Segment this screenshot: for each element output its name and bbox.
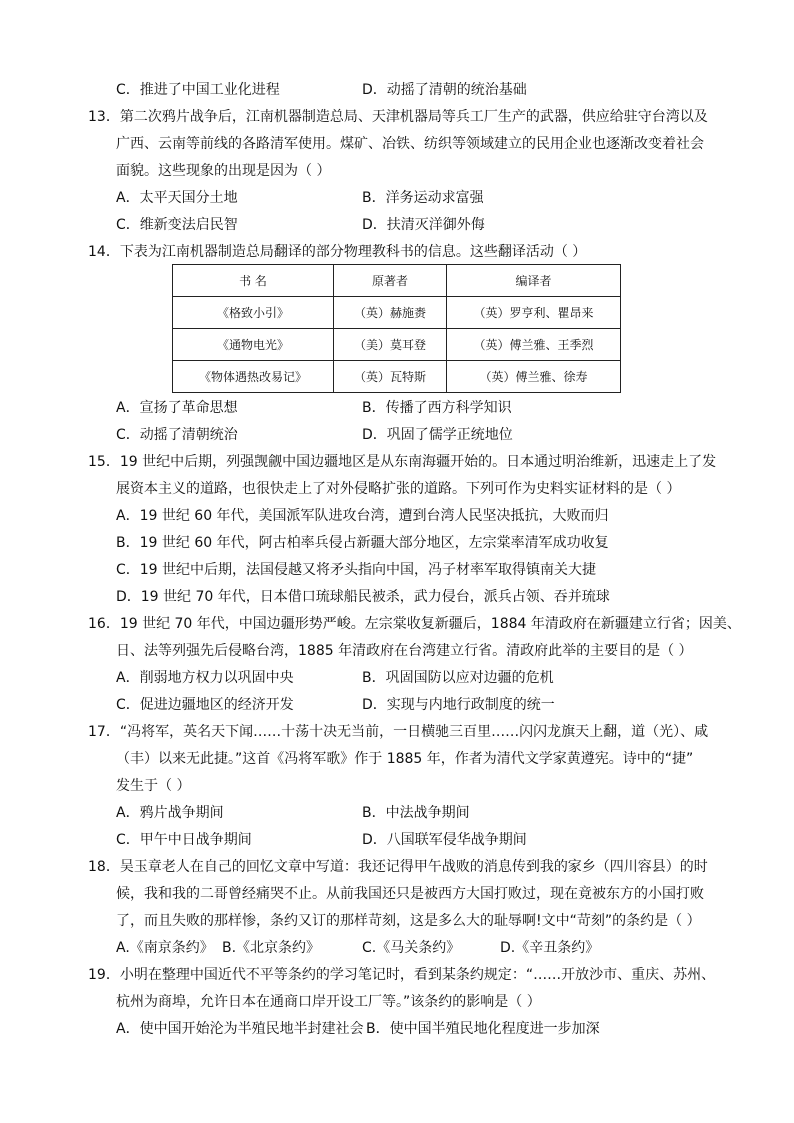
q16-stem-line2: 日、法等列强先后侵略台湾，1885 年清政府在台湾建立行省。清政府此举的主要目的是（ ） (116, 643, 693, 659)
q16-option-d: D．实现与内地行政制度的统一 (362, 697, 555, 713)
q15-option-d: D．19 世纪 70 年代，日本借口琉球船民被杀，武力侵台，派兵占领、吞并琉球 (116, 589, 610, 605)
table-cell: 《通物电光》 (173, 329, 334, 361)
q18-option-b: B.《北京条约》 (222, 940, 321, 956)
q13-option-a: A．太平天国分土地 (116, 190, 238, 206)
q19-option-b: B．使中国半殖民地化程度进一步加深 (366, 1021, 600, 1037)
q15-option-b: B．19 世纪 60 年代，阿古柏率兵侵占新疆大部分地区，左宗棠率清军成功收复 (116, 535, 609, 551)
table-row (173, 361, 621, 393)
q14-option-d: D．巩固了儒学正统地位 (362, 427, 513, 443)
table-cell: （英）瓦特斯 (334, 361, 447, 393)
q13-stem-line2: 广西、云南等前线的各路清军使用。煤矿、冶铁、纺织等领域建立的民用企业也逐渐改变着社会 (116, 136, 704, 152)
q18-option-a: A.《南京条约》 (116, 940, 214, 956)
q15-stem-line2: 展资本主义的道路，也很快走上了对外侵略扩张的道路。下列可作为史料实证材料的是（ ） (116, 481, 681, 497)
table-row (173, 297, 621, 329)
q19-stem-line1: 19．小明在整理中国近代不平等条约的学习笔记时，看到某条约规定：“……开放沙市、重庆、苏州、 (88, 967, 716, 983)
q14-option-a: A．宣扬了革命思想 (116, 400, 238, 416)
q17-stem-line2: （丰）以来无此捷。”这首《冯将军歌》作于 1885 年，作者为清代文学家黄遵宪。诗中的“捷” (116, 751, 694, 767)
translation-info-table (172, 264, 621, 393)
table-cell: （英）傅兰雅、王季烈 (447, 329, 621, 361)
table-row (173, 329, 621, 361)
table-cell: （英）罗亨利、瞿昂来 (447, 297, 621, 329)
q16-stem-line1: 16．19 世纪 70 年代，中国边疆形势严峻。左宗棠收复新疆后，1884 年清政府在新疆建立行省；因美、 (88, 616, 741, 632)
q13-option-d: D．扶清灭洋御外侮 (362, 217, 485, 233)
q17-stem-line1: 17．“冯将军，英名天下闻……十荡十决无当前，一日横驰三百里……闪闪龙旗天上翻，道（光）、咸 (88, 724, 709, 740)
q17-option-a: A．鸦片战争期间 (116, 805, 224, 821)
table-cell: （美）莫耳登 (334, 329, 447, 361)
q12-option-d: D．动摇了清朝的统治基础 (362, 82, 527, 98)
q17-option-d: D．八国联军侵华战争期间 (362, 832, 527, 848)
table-cell: （英）赫施赉 (334, 297, 447, 329)
q13-option-c: C．维新变法启民智 (116, 217, 238, 233)
q15-stem-line1: 15．19 世纪中后期，列强觊觎中国边疆地区是从东南海疆开始的。日本通过明治维新，迅速走上了发 (88, 454, 717, 470)
q17-option-b: B．中法战争期间 (362, 805, 470, 821)
table-cell: 《格致小引》 (173, 297, 334, 329)
q18-stem-line1: 18．吴玉章老人在自己的回忆文章中写道：我还记得甲午战败的消息传到我的家乡（四川容县）的时 (88, 859, 708, 875)
q19-option-a: A．使中国开始沦为半殖民地半封建社会 (116, 1021, 364, 1037)
table-cell: 《物体遇热改易记》 (173, 361, 334, 393)
q13-stem-line1: 13．第二次鸦片战争后，江南机器制造总局、天津机器局等兵工厂生产的武器，供应给驻守台湾以及 (88, 109, 708, 125)
q18-stem-line3: 了，而且失败的那样惨，条约又订的那样苛刻，这是多么大的耻辱啊!文中“苛刻”的条约是（ ） (116, 913, 701, 929)
q18-option-c: C.《马关条约》 (362, 940, 461, 956)
table-header-title: 书 名 (173, 265, 334, 297)
table-header-author: 原著者 (334, 265, 447, 297)
q15-option-a: A．19 世纪 60 年代，美国派军队进攻台湾，遭到台湾人民坚决抵抗，大败而归 (116, 508, 609, 524)
table-header-row (173, 265, 621, 297)
q19-stem-line2: 杭州为商埠，允许日本在通商口岸开设工厂等。”该条约的影响是（ ） (116, 994, 541, 1010)
q17-option-c: C．甲午中日战争期间 (116, 832, 252, 848)
q16-option-c: C．促进边疆地区的经济开发 (116, 697, 294, 713)
q12-option-c: C．推进了中国工业化进程 (116, 82, 280, 98)
q14-stem-line1: 14．下表为江南机器制造总局翻译的部分物理教科书的信息。这些翻译活动（ ） (88, 244, 587, 260)
q14-option-c: C．动摇了清朝统治 (116, 427, 238, 443)
q18-stem-line2: 候，我和我的二哥曾经痛哭不止。从前我国还只是被西方大国打败过，现在竟被东方的小国打败 (116, 886, 704, 902)
q17-stem-line3: 发生于（ ） (116, 778, 191, 794)
q14-option-b: B．传播了西方科学知识 (362, 400, 512, 416)
q16-option-b: B．巩固国防以应对边疆的危机 (362, 670, 554, 686)
q15-option-c: C．19 世纪中后期，法国侵越又将矛头指向中国，冯子材率军取得镇南关大捷 (116, 562, 597, 578)
q16-option-a: A．削弱地方权力以巩固中央 (116, 670, 294, 686)
table-cell: （英）傅兰雅、徐寿 (447, 361, 621, 393)
q13-option-b: B．洋务运动求富强 (362, 190, 484, 206)
table-header-translator: 编译者 (447, 265, 621, 297)
q13-stem-line3: 面貌。这些现象的出现是因为（ ） (116, 163, 331, 179)
q18-option-d: D.《辛丑条约》 (500, 940, 600, 956)
